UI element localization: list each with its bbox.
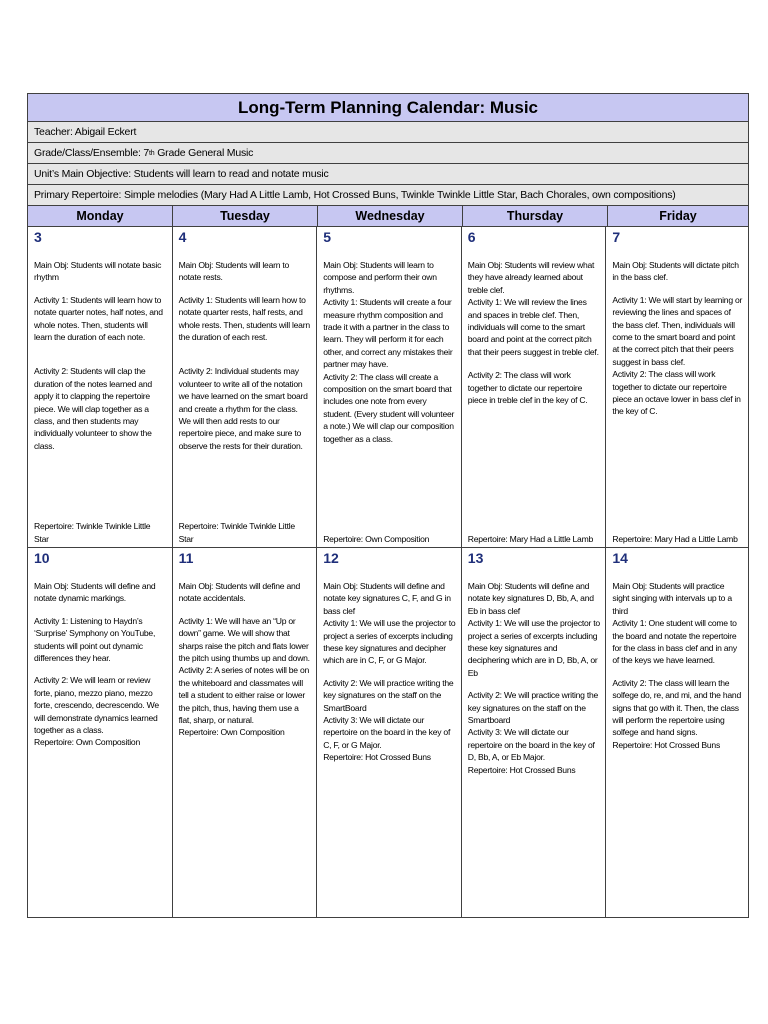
day-number: 13 [467, 550, 484, 566]
activity-1: Activity 1: We will use the projector to project a series of excerpts including these key signatures and deciphering which are in D, Bb, A, or Eb [467, 618, 600, 678]
activity-1: Activity 1: One student will come to the board and notate the repertoire for the class in bass clef and in any of the keys we have learned. [612, 618, 737, 666]
activity-2: Activity 2: The class will work together to dictate our repertoire piece an octave lower in bass clef in the key of C. [612, 369, 741, 417]
main-objective: Main Obj: Students will define and notate dynamic markings. [34, 581, 156, 604]
activity-1: Activity 1: We will review the lines and spaces in treble clef. Then, individuals will come to the smart board and point at the correct pitch that their peers suggest in treble clef. [467, 297, 599, 357]
objective-row: Unit’s Main Objective: Students will learn to read and notate music [28, 164, 748, 185]
day-wednesday: Wednesday [318, 206, 463, 226]
day-cell [462, 548, 607, 917]
repertoire: Repertoire: Mary Had a Little Lamb [612, 533, 738, 544]
main-objective: Main Obj: Students will notate basic rhythm [34, 260, 162, 283]
weekday-header [28, 206, 748, 227]
main-objective: Main Obj: Students will dictate pitch in the bass clef. [612, 260, 739, 283]
activity-2: Activity 2: The class will create a composition on the smart board that includes one note from every student. (Every student will volunteer a note.) We will clap our composition together as a class. [323, 371, 455, 444]
activity-2: Activity 2: Individual students may volunteer to write all of the notation we have learned on the smart board and create a rhythm for the class. We will then add rests to our repertoire piece, and make sure to observe the rests for their duration. [178, 366, 308, 451]
repertoire: Repertoire: Own Composition [178, 727, 285, 738]
activity-1: Activity 1: Students will learn how to notate quarter notes, half notes, and whole notes. Then, students will learn the duration of each note. [34, 294, 163, 343]
activity-1: Activity 1: We will start by learning or reviewing the lines and spaces of the bass clef. Then, individuals will come to the smart board and point at the correct pitch that their peers suggest in bass clef. [612, 294, 743, 367]
main-objective: Main Obj: Students will define and notate key signatures D, Bb, A, and Eb in bass clef [467, 581, 594, 616]
repertoire: Repertoire: Twinkle Twinkle Little Star [34, 521, 151, 544]
repertoire: Repertoire: Hot Crossed Buns [612, 739, 721, 750]
activity-2: Activity 2: The class will work together to dictate our repertoire piece in treble clef in the key of C. [467, 370, 588, 406]
day-friday: Friday [608, 206, 748, 226]
activity-2: Activity 2: We will practice writing the key signatures on the staff on the Smartboard [467, 690, 599, 726]
activity-2: Activity 2: We will practice writing the key signatures on the staff on the SmartBoard [323, 677, 454, 713]
main-objective: Main Obj: Students will define and notate key signatures C, F, and G in bass clef [323, 581, 451, 616]
repertoire-row: Primary Repertoire: Simple melodies (Mary Had A Little Lamb, Hot Crossed Buns, Twinkle Twinkle Little Star, Bach Chorales, own compositions) [28, 185, 748, 206]
activity-2: Activity 2: A series of notes will be on the whiteboard and classmates will tell a student to either raise or lower the pitch, thus, having them use a flat, sharp, or natural. [178, 665, 310, 726]
week-row-1 [28, 227, 748, 548]
day-number: 12 [323, 550, 339, 566]
main-objective: Main Obj: Students will learn to notate rests. [178, 260, 290, 283]
day-cell [462, 227, 607, 547]
day-cell [28, 548, 173, 917]
day-number: 6 [467, 229, 476, 245]
day-number: 4 [178, 229, 187, 245]
main-objective: Main Obj: Students will review what they have already learned about treble clef. [467, 260, 595, 295]
main-objective: Main Obj: Students will practice sight singing with intervals up to a third [612, 581, 732, 616]
day-tuesday: Tuesday [173, 206, 318, 226]
day-cell [317, 227, 462, 547]
day-number: 14 [612, 550, 628, 566]
repertoire: Repertoire: Own Composition [323, 533, 430, 544]
day-number: 5 [323, 229, 331, 245]
repertoire: Repertoire: Hot Crossed Buns [323, 752, 431, 763]
day-cell [173, 227, 318, 547]
grade-suffix: Grade General Music [154, 147, 254, 159]
day-cell [606, 548, 748, 917]
day-number: 3 [34, 229, 42, 245]
activity-1: Activity 1: Listening to Haydn’s ‘Surprise’ Symphony on YouTube, students will point out dynamic differences they hear. [34, 615, 156, 664]
day-monday: Monday [28, 206, 173, 226]
activity-1: Activity 1: Students will create a four measure rhythm composition and trade it with a partner in the class to learn. They will perform it for each other, and correct any mistakes their partner may have. [323, 297, 453, 370]
activity-2: Activity 2: Students will clap the duration of the notes learned and apply it to clapping the repertoire piece. We will clap together as a class, and then students may individually volunteer to show the class. [34, 366, 152, 451]
repertoire: Repertoire: Hot Crossed Buns [467, 764, 576, 775]
calendar-title: Long-Term Planning Calendar: Music [28, 94, 748, 122]
day-thursday: Thursday [463, 206, 608, 226]
grade-prefix: Grade/Class/Ensemble: 7 [34, 147, 150, 159]
teacher-row: Teacher: Abigail Eckert [28, 122, 748, 143]
day-cell [28, 227, 173, 547]
activity-1: Activity 1: Students will learn how to notate quarter rests, half rests, and whole rests. Then, students will learn the duration of each rest. [178, 294, 310, 343]
activity-1: Activity 1: We will have an “Up or down” game. We will show that sharps raise the pitch and flats lower the pitch using thumbs up and down. [178, 615, 310, 664]
activity-3: Activity 3: We will dictate our repertoire on the board in the key of D, Bb, A, or Eb Major. [467, 727, 595, 763]
activity-3: Activity 3: We will dictate our repertoire on the board in the key of C, F, or G Major. [323, 715, 451, 750]
planning-calendar [27, 93, 749, 918]
activity-2: Activity 2: The class will learn the solfege do, re, and mi, and the hand signs that go with it. Then, the class will perform the repertoire using solfege and hand signs. [612, 677, 741, 738]
repertoire: Repertoire: Own Composition [34, 737, 140, 748]
main-objective: Main Obj: Students will define and notate accidentals. [178, 581, 301, 604]
day-number: 7 [612, 229, 621, 245]
day-cell [173, 548, 318, 917]
grade-row [28, 143, 748, 164]
activity-1: Activity 1: We will use the projector to project a series of excerpts including these key signatures and decipher which are in C, F, or G Major. [323, 618, 456, 666]
day-number: 11 [178, 550, 194, 566]
day-cell [317, 548, 462, 917]
repertoire: Repertoire: Mary Had a Little Lamb [467, 533, 594, 544]
repertoire: Repertoire: Twinkle Twinkle Little Star [178, 521, 295, 544]
day-number: 10 [34, 550, 50, 566]
activity-2: Activity 2: We will learn or review forte, piano, mezzo piano, mezzo forte, crescendo, decrescendo. We will demonstrate dynamics learned together as a class. [34, 675, 159, 736]
week-row-2 [28, 548, 748, 917]
main-objective: Main Obj: Students will learn to compose and perform their own rhythms. [323, 260, 437, 295]
day-cell [606, 227, 748, 547]
grade-suffix-sup: th [149, 149, 155, 157]
